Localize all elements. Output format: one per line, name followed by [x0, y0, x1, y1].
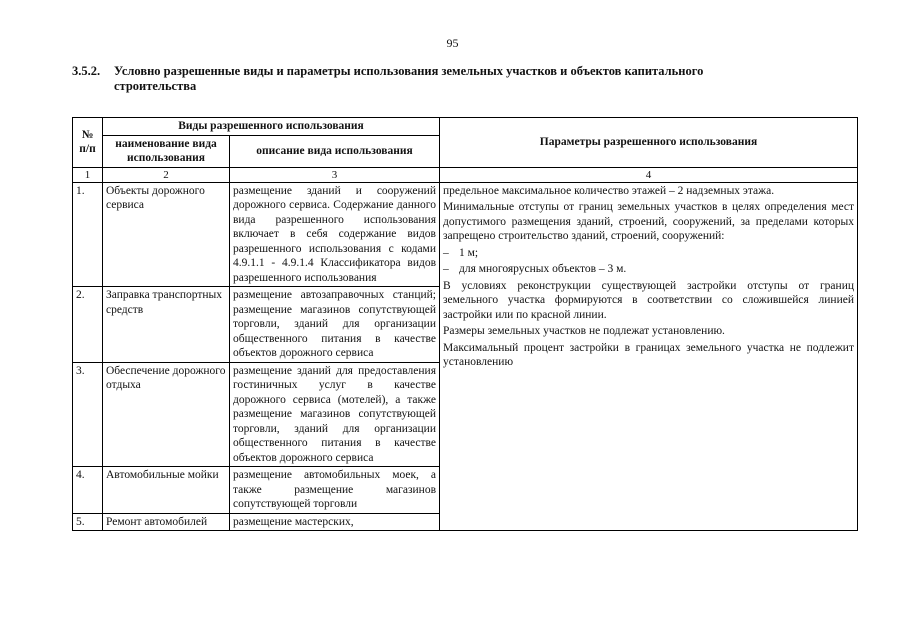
section-title: [72, 64, 842, 94]
column-number: 1: [73, 167, 103, 182]
row-use-description: размещение зданий и сооружений дорожного сервиса. Содержание данного вида разрешенного использования включает в себя содержание видов разрешенного использования с кодами 4.9.1.1 - 4.9.1.4 Классификатора видов разрешенного использования: [230, 182, 440, 287]
row-use-name: Объекты дорожного сервиса: [103, 182, 230, 287]
column-number: 2: [103, 167, 230, 182]
row-use-description: размещение зданий для предоставления гостиничных услуг в качестве дорожного сервиса (мотелей), а также размещение магазинов сопутствующей торговли, зданий для организации общественного питания в качестве объектов дорожного сервиса: [230, 362, 440, 467]
row-use-description: размещение автомобильных моек, а также размещение магазинов сопутствующей торговли: [230, 467, 440, 514]
column-number-row: [73, 167, 858, 182]
row-number: 2.: [73, 287, 103, 363]
dash-bullet: –: [443, 246, 449, 259]
row-number: 5.: [73, 513, 103, 531]
row-use-name: Заправка транспортных средств: [103, 287, 230, 363]
header-group: Виды разрешенного использования: [103, 118, 440, 136]
table-row: [73, 182, 858, 287]
header-params: Параметры разрешенного использования: [440, 118, 858, 168]
param-plot-size: Размеры земельных участков не подлежат установлению.: [443, 325, 725, 337]
row-number: 4.: [73, 467, 103, 514]
section-number: 3.5.2.: [72, 64, 101, 78]
page-number: 95: [446, 36, 459, 50]
row-use-name: Автомобильные мойки: [103, 467, 230, 514]
param-max-floors: предельное максимальное количество этажей – 2 надземных этажа.: [443, 184, 775, 197]
row-use-name: Обеспечение дорожного отдыха: [103, 362, 230, 467]
param-reconstruction: В условиях реконструкции существующей застройки отступы от границ земельного участка формируются в соответствии со сложившейся линией застройки или по красной линии.: [443, 279, 854, 321]
param-setback-item: [443, 262, 854, 277]
column-number: 4: [440, 167, 858, 182]
row-use-description: размещение автозаправочных станций; размещение магазинов сопутствующей торговли, зданий для организации общественного питания в качестве объектов дорожного сервиса: [230, 287, 440, 363]
permitted-use-table: [72, 117, 858, 531]
param-setback-value: для многоярусных объектов – 3 м.: [459, 263, 627, 275]
header-no: № п/п: [73, 118, 103, 168]
parameters-cell: [440, 182, 858, 531]
row-number: 3.: [73, 362, 103, 467]
param-setbacks: Минимальные отступы от границ земельных участков в целях определения мест допустимого размещения зданий, строений, сооружений, за пределами которых запрещено строительство зданий, строений, сооружений:: [443, 201, 854, 242]
column-number: 3: [230, 167, 440, 182]
header-desc: описание вида использования: [230, 135, 440, 167]
header-row-1: [73, 118, 858, 136]
row-use-description: размещение мастерских,: [230, 513, 440, 531]
header-name: наименование вида использования: [103, 135, 230, 167]
param-max-coverage: Максимальный процент застройки в границах земельного участка не подлежит установлению: [443, 341, 854, 368]
row-number: 1.: [73, 182, 103, 287]
dash-bullet: –: [443, 263, 449, 275]
param-setback-item: [443, 246, 854, 261]
section-title-line2: строительства: [114, 79, 197, 93]
section-title-line1: Условно разрешенные виды и параметры использования земельных участков и объектов капитального: [114, 64, 704, 78]
row-use-name: Ремонт автомобилей: [103, 513, 230, 531]
param-setback-value: 1 м;: [459, 246, 479, 259]
